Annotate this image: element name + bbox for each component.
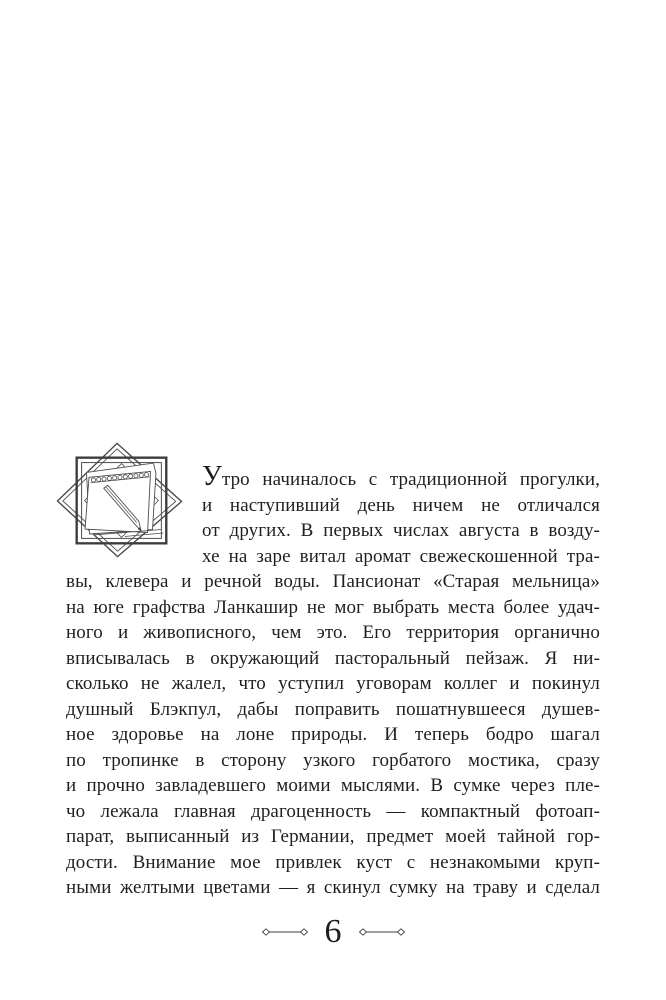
text-line: по тропинке в сторону узкого горбатого мостика, сразу bbox=[66, 749, 600, 771]
diamond-rule-left-icon bbox=[260, 926, 310, 938]
text-line: чо лежала главная драгоценность — компактный фотоап- bbox=[66, 800, 600, 822]
text-line: Утро начиналось с традиционной прогулки, bbox=[202, 461, 600, 492]
text-line: вы, клевера и речной воды. Пансионат «Старая мельница» bbox=[66, 571, 600, 592]
text-line: дости. Внимание мое привлек куст с незнакомыми круп- bbox=[66, 851, 600, 873]
body-text bbox=[66, 461, 600, 901]
text-line: ными желтыми цветами — я скинул сумку на траву и сделал bbox=[66, 877, 600, 898]
text-line: и прочно завладевшего моими мыслями. В сумке через пле- bbox=[66, 775, 600, 796]
text-line: от других. В первых числах августа в возду- bbox=[202, 520, 600, 541]
text-line: сколько не жалел, что уступил уговорам коллег и покинул bbox=[66, 673, 600, 694]
diamond-rule-right-icon bbox=[357, 926, 407, 938]
page-footer bbox=[0, 912, 666, 952]
text-line: на юге графства Ланкашир не мог выбрать места более удач- bbox=[66, 596, 600, 618]
text-line: парат, выписанный из Германии, предмет моей тайной гор- bbox=[66, 826, 600, 847]
text-line: вписывалась в окружающий пасторальный пейзаж. Я ни- bbox=[66, 647, 600, 669]
text-line: душный Блэкпул, дабы поправить пошатнувшееся душев- bbox=[66, 698, 600, 720]
page-number: 6 bbox=[324, 913, 342, 950]
text-line: ное здоровье на лоне природы. И теперь бодро шагал bbox=[66, 724, 600, 745]
text-line: и наступивший день ничем не отличался bbox=[202, 494, 600, 516]
ornament-text-wrap-spacer bbox=[66, 467, 202, 563]
text-line: ного и живописного, чем это. Его территория органично bbox=[66, 622, 600, 643]
text-line: хе на заре витал аромат свежескошенной тра- bbox=[202, 545, 600, 567]
